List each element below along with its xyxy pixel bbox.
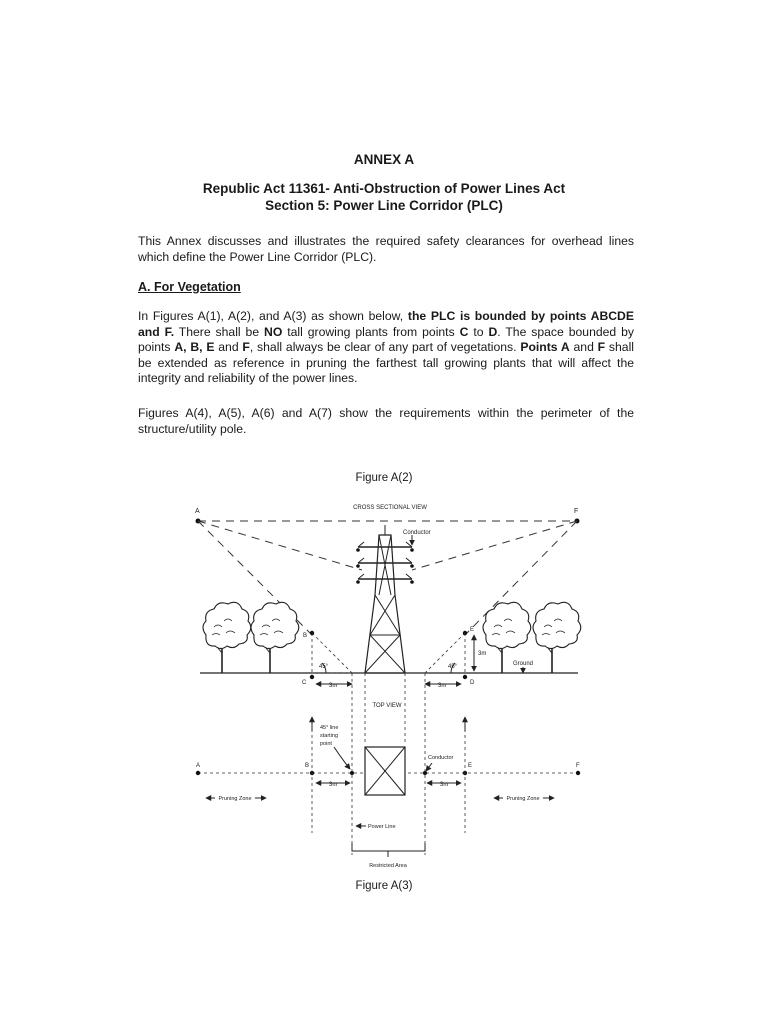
label-c: C: [302, 680, 307, 686]
label-a-top: A: [195, 508, 200, 515]
text-run: , shall always be clear of any part of vegetations.: [249, 340, 521, 354]
text-run: There shall be: [174, 324, 265, 339]
text-run: tall growing plants from points: [282, 324, 460, 339]
dist-left: 3m: [329, 683, 338, 689]
point-f-top-view: [576, 771, 580, 775]
point-c: [310, 675, 314, 679]
line-start-3: point: [320, 741, 332, 747]
dist-vertical: 3m: [478, 651, 487, 657]
line-start-2: starting: [320, 733, 339, 739]
text-run: . The space bounded by points: [138, 324, 634, 354]
dist-right: 3m: [438, 683, 447, 689]
text-run: shall be extended as reference in pruning the farthest tall growing plants that will affect the integrity and reliability of the power lines.: [138, 340, 634, 385]
figure-caption-a2: Figure A(2): [355, 472, 413, 484]
label-a-tv: A: [196, 763, 201, 769]
ground-label: Ground: [513, 661, 534, 667]
pruning-zone-right: Pruning Zone: [506, 796, 540, 802]
dist-tv-left: 3m: [329, 782, 338, 788]
point-a-top-view: [196, 771, 200, 775]
label-d: D: [470, 680, 475, 686]
text-run: and: [569, 340, 598, 354]
bold-run: Points A: [520, 340, 570, 354]
angle-right: 45°: [448, 664, 458, 670]
label-b: B: [303, 633, 308, 639]
label-b-tv: B: [305, 763, 310, 769]
bold-run: A, B, E: [174, 340, 215, 354]
bold-run: F: [242, 340, 250, 354]
bold-run: F: [597, 340, 606, 354]
section-title: Section 5: Power Line Corridor (PLC): [265, 198, 503, 213]
text-run: and: [214, 340, 243, 354]
bold-run: NO: [264, 324, 283, 339]
text-run: to: [468, 324, 489, 339]
plc-diagram: [0, 495, 768, 915]
bold-run: D: [488, 324, 498, 339]
angle-left: 45°: [319, 664, 329, 670]
point-d: [463, 675, 467, 679]
line-start-1: 45° line: [320, 725, 339, 731]
trees-left: [203, 602, 299, 673]
figure-caption-a3: Figure A(3): [355, 880, 413, 892]
conductor-label-top: Conductor: [428, 755, 454, 761]
label-f-tv: F: [576, 763, 580, 769]
annex-title: ANNEX A: [353, 152, 415, 167]
label-f-top: F: [574, 508, 579, 515]
act-title: Republic Act 11361- Anti-Obstruction of Power Lines Act: [202, 181, 566, 196]
cross-section-label: CROSS SECTIONAL VIEW: [353, 505, 427, 511]
bold-run: C: [459, 324, 469, 339]
text-run: In Figures A(1), A(2), and A(3) as shown below,: [138, 309, 408, 323]
top-view-label: TOP VIEW: [372, 703, 402, 709]
intro-paragraph: This Annex discusses and illustrates the required safety clearances for overhead lines which define the Power Line Corridor (PLC).: [138, 234, 634, 264]
pruning-zone-left: Pruning Zone: [218, 796, 252, 802]
transmission-tower: [356, 525, 414, 673]
label-e-tv: E: [468, 763, 473, 769]
restricted-area-label: Restricted Area: [369, 863, 407, 869]
structure-paragraph: Figures A(4), A(5), A(6) and A(7) show the requirements within the perimeter of the structure/utility pole.: [138, 406, 634, 436]
section-heading-vegetation: A. For Vegetation: [138, 280, 241, 294]
vegetation-paragraph: [138, 309, 634, 387]
conductor-label-cross: Conductor: [403, 530, 431, 536]
bold-run: the PLC is bounded by points ABCDE and F.: [138, 309, 634, 339]
dist-tv-right: 3m: [440, 782, 449, 788]
power-line-label: Power Line: [368, 824, 396, 830]
label-e: E: [470, 627, 475, 633]
